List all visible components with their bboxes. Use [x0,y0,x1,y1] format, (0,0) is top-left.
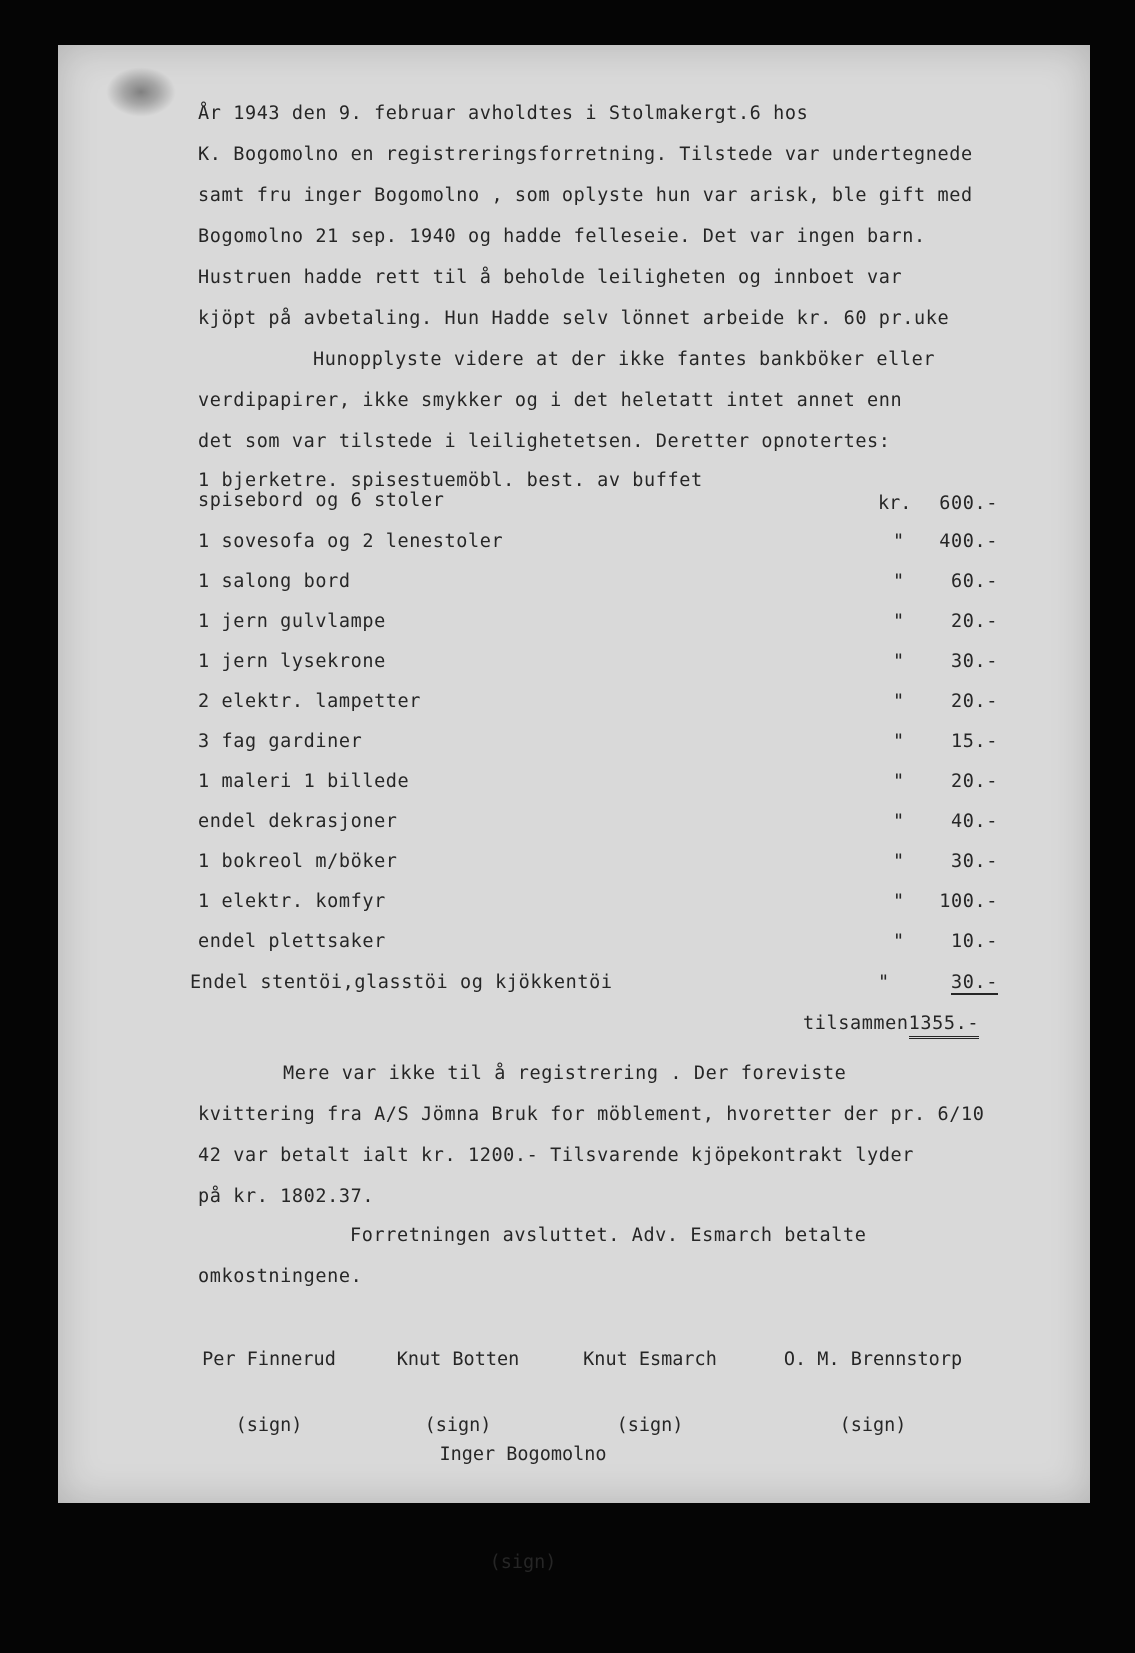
item-amount: 20.- [951,771,998,792]
item-ditto: " [893,811,905,832]
item-currency: kr. [878,493,912,514]
item-description: 1 bokreol m/böker [198,851,398,872]
inventory-item [198,531,1018,555]
item-ditto: " [893,651,905,672]
closing-line: kvittering fra A/S Jömna Bruk for möblement, hvoretter der pr. 6/10 [198,1104,985,1125]
item-amount: 20.- [951,691,998,712]
inventory-item [198,891,1018,915]
item-ditto: " [893,531,905,552]
signature-name: Knut Botten [396,1349,520,1370]
item-description: 1 salong bord [198,571,351,592]
item-description: 2 elektr. lampetter [198,691,422,712]
item-description: Endel stentöi,glasstöi og kjökkentöi [190,972,613,993]
body-line: kjöpt på avbetaling. Hun Hadde selv lönnet arbeide kr. 60 pr.uke [198,308,950,329]
item-amount: 10.- [951,931,998,952]
item-description: endel dekrasjoner [198,811,398,832]
signature-name: Knut Esmarch [583,1349,717,1370]
item-amount: 20.- [951,611,998,632]
item-description: 1 jern gulvlampe [198,611,386,632]
item-amount: 15.- [951,731,998,752]
signature-name: Per Finnerud [202,1349,336,1370]
item-amount: 40.- [951,811,998,832]
closing-line: på kr. 1802.37. [198,1186,375,1207]
final-signature-block [418,1365,628,1653]
inventory-item [198,571,1018,595]
total-line [803,1013,979,1034]
inventory-item [198,471,1018,515]
signature-mark: (sign) [839,1415,907,1436]
item-ditto: " [893,691,905,712]
inventory-item [198,691,1018,715]
item-description: 1 elektr. komfyr [198,891,386,912]
item-ditto: " [878,972,890,993]
body-line: Hunopplyste videre at der ikke fantes bankböker eller [313,349,936,370]
item-ditto: " [893,571,905,592]
signature-block [194,1305,344,1481]
signature-name: Inger Bogomolno [439,1444,607,1465]
ink-smudge [106,67,176,117]
signature-block [768,1305,978,1481]
item-description: 1 jern lysekrone [198,651,386,672]
closing-line: Forretningen avsluttet. Adv. Esmarch betalte [350,1225,867,1246]
signature-name: O. M. Brennstorp [783,1349,963,1370]
item-description: 1 sovesofa og 2 lenestoler [198,531,504,552]
item-ditto: " [893,611,905,632]
body-line: samt fru inger Bogomolno , som oplyste hun var arisk, ble gift med [198,185,973,206]
total-amount: 1355.- [909,1013,979,1039]
item-ditto: " [893,731,905,752]
item-ditto: " [893,931,905,952]
item-ditto: " [893,851,905,872]
signature-mark: (sign) [235,1415,303,1436]
item-amount: 600.- [939,493,998,514]
body-line: Bogomolno 21 sep. 1940 og hadde felleseie. Det var ingen barn. [198,226,926,247]
item-description: 1 bjerketre. spisestuemöbl. best. av buffet spisebord og 6 stoler [198,470,703,511]
total-label: tilsammen [803,1013,909,1034]
item-description: 1 maleri 1 billede [198,771,410,792]
inventory-item [198,731,1018,755]
item-amount: 30.- [951,972,998,993]
inventory-item [198,611,1018,635]
body-line: K. Bogomolno en registreringsforretning. Tilstede var undertegnede [198,144,973,165]
inventory-item [198,851,1018,875]
item-amount: 100.- [939,891,998,912]
closing-line: Mere var ikke til å registrering . Der foreviste [283,1063,847,1084]
item-amount: 400.- [939,531,998,552]
inventory-item [190,972,1018,996]
closing-line: omkostningene. [198,1266,363,1287]
item-ditto: " [893,891,905,912]
inventory-item [198,771,1018,795]
item-amount: 30.- [951,851,998,872]
item-amount: 60.- [951,571,998,592]
signature-mark: (sign) [489,1552,557,1573]
item-description: endel plettsaker [198,931,386,952]
inventory-item [198,651,1018,675]
signature-mark: (sign) [424,1415,492,1436]
inventory-item [198,811,1018,835]
item-amount: 30.- [951,651,998,672]
inventory-item [198,931,1018,955]
body-line: det som var tilstede i leilighetetsen. Deretter opnotertes: [198,431,891,452]
item-ditto: " [893,771,905,792]
body-line: verdipapirer, ikke smykker og i det heletatt intet annet enn [198,390,903,411]
signature-mark: (sign) [616,1415,684,1436]
body-line: Hustruen hadde rett til å beholde leiligheten og innboet var [198,267,903,288]
document-sheet [58,45,1090,1573]
item-description: 3 fag gardiner [198,731,363,752]
body-line: År 1943 den 9. februar avholdtes i Stolmakergt.6 hos [198,103,809,124]
closing-line: 42 var betalt ialt kr. 1200.- Tilsvarende kjöpekontrakt lyder [198,1145,915,1166]
